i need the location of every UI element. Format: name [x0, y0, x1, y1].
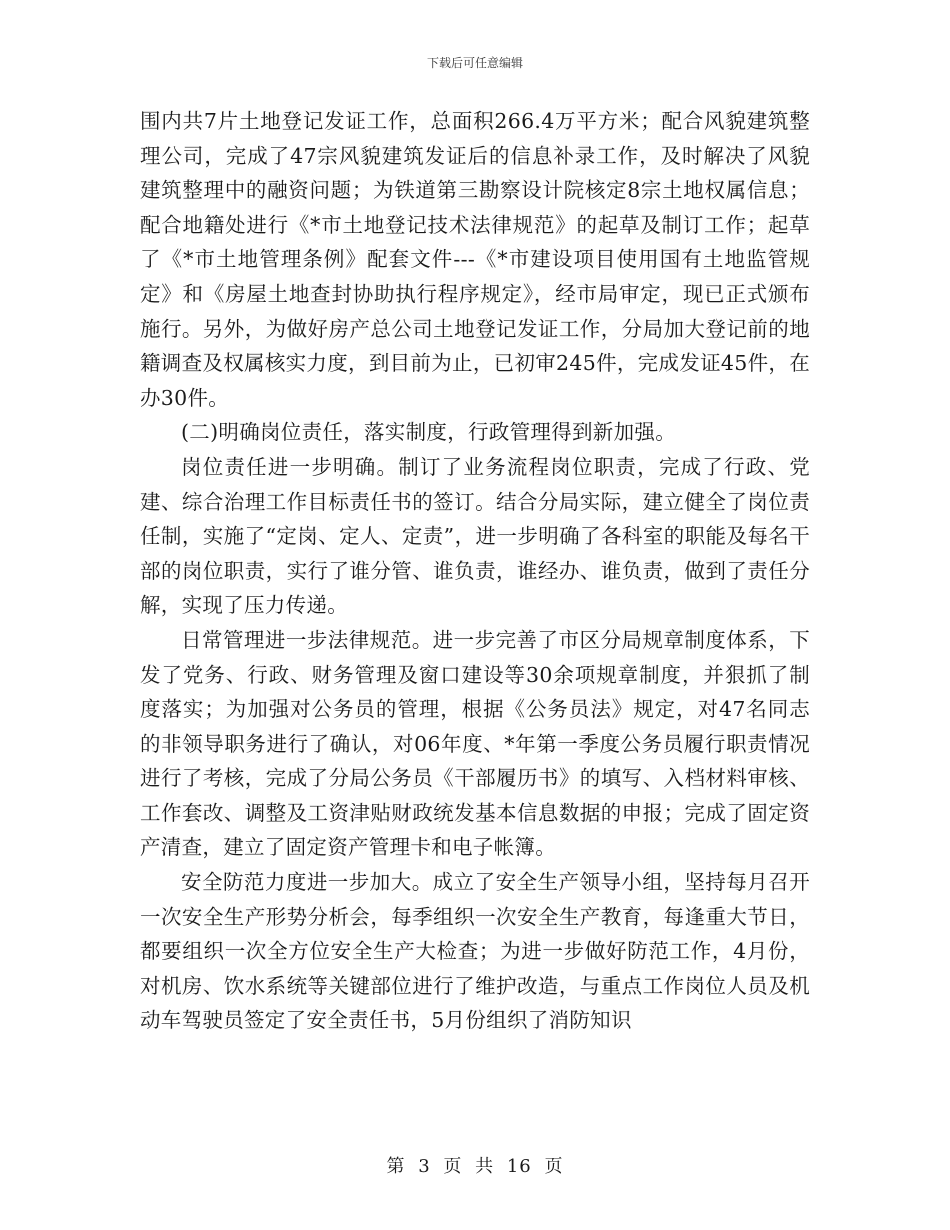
document-body: [140, 104, 810, 1038]
paragraph-3: 岗位责任进一步明确。制订了业务流程岗位职责，完成了行政、党建、综合治理工作目标责任书的签订。结合分局实际，建立健全了岗位责任制，实施了“定岗、定人、定责”，进一步明确了各科室的职能及每名干部的岗位职责，实行了谁分管、谁负责，谁经办、谁负责，做到了责任分解，实现了压力传递。: [140, 454, 810, 618]
page-number-footer: 第 3 页 共 16 页: [386, 1156, 564, 1177]
paragraph-5: 安全防范力度进一步加大。成立了安全生产领导小组，坚持每月召开一次安全生产形势分析会，每季组织一次安全生产教育，每逢重大节日，都要组织一次全方位安全生产大检查；为进一步做好防范工作，4月份，对机房、饮水系统等关键部位进行了维护改造，与重点工作岗位人员及机动车驾驶员签定了安全责任书，5月份组织了消防知识: [140, 870, 810, 1033]
paragraph-4: 日常管理进一步法律规范。进一步完善了市区分局规章制度体系，下发了党务、行政、财务管理及窗口建设等30余项规章制度，并狠抓了制度落实；为加强对公务员的管理，根据《公务员法》规定，对47名同志的非领导职务进行了确认，对06年度、*年第一季度公务员履行职责情况进行了考核，完成了分局公务员《干部履历书》的填写、入档材料审核、工作套改、调整及工资津贴财政统发基本信息数据的申报；完成了固定资产清查，建立了固定资产管理卡和电子帐簿。: [140, 627, 810, 860]
page-header: 下载后可任意编辑: [426, 56, 523, 70]
paragraph-1: 围内共7片土地登记发证工作，总面积266.4万平方米；配合风貌建筑整理公司，完成了47宗风貌建筑发证后的信息补录工作，及时解决了风貌建筑整理中的融资问题；为铁道第三勘察设计院核定8宗土地权属信息；配合地籍处进行《*市土地登记技术法律规范》的起草及制订工作；起草了《*市土地管理条例》配套文件---《*市建设项目使用国有土地监管规定》和《房屋土地查封协助执行程序规定》，经市局审定，现已正式颁布施行。另外，为做好房产总公司土地登记发证工作，分局加大登记前的地籍调查及权属核实力度，到目前为止，已初审245件，完成发证45件，在办30件。: [140, 109, 810, 410]
paragraph-2-heading: (二)明确岗位责任，落实制度，行政管理得到新加强。: [181, 420, 676, 445]
